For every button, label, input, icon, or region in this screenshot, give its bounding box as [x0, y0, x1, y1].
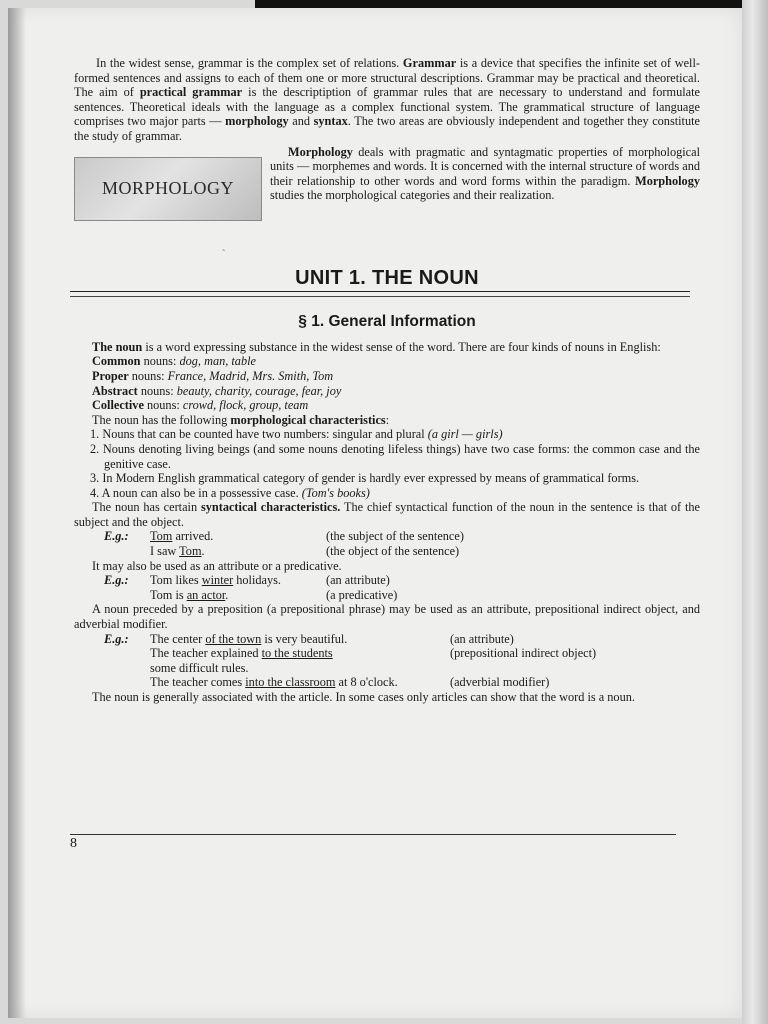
example-sentence	[150, 646, 450, 661]
text-run: nouns:	[140, 354, 180, 369]
text-run: The teacher explained	[150, 646, 262, 661]
term-practical-grammar: practical grammar	[139, 85, 243, 100]
noun-kind-row	[74, 384, 700, 399]
text-run: The center	[150, 631, 206, 646]
list-item	[74, 427, 700, 442]
text-run: deals with pragmatic and syntagmatic properties of morphological units — morphemes and words. It is concerned with the internal structure of words and their relationship to other words and word forms within the paradigm.	[270, 144, 700, 188]
intro-paragraph	[74, 56, 700, 144]
example-text: (Tom's books)	[301, 485, 370, 500]
text-run: A noun can also be in a possessive case.	[101, 485, 302, 500]
unit-title: UNIT 1. THE NOUN	[295, 266, 479, 289]
list-item	[74, 471, 700, 486]
example-row	[74, 632, 700, 647]
underlined-phrase: of the town	[205, 631, 262, 646]
example-row	[74, 675, 700, 690]
noun-kind-term: Collective	[92, 398, 144, 413]
page-number: 8	[70, 836, 77, 851]
noun-kind-row	[74, 369, 700, 384]
intro-text	[74, 56, 700, 144]
list-item	[74, 442, 700, 471]
text-run: nouns:	[137, 383, 177, 398]
example-text: (a girl — girls)	[427, 427, 503, 442]
noun-kind-examples: crowd, flock, group, team	[182, 398, 309, 413]
example-sentence: some difficult rules.	[150, 660, 249, 675]
scan-speck: ˆ	[222, 248, 225, 258]
morphological-intro	[74, 413, 700, 428]
text-run: In the widest sense, grammar is the complex set of relations.	[96, 56, 403, 70]
text-run: nouns:	[128, 368, 168, 383]
term-morphology: Morphology	[635, 173, 700, 188]
text-run: I saw	[150, 544, 180, 559]
noun-kind-examples: France, Madrid, Mrs. Smith, Tom	[167, 368, 334, 383]
example-sentence	[150, 544, 326, 559]
term-syntax: syntax	[313, 114, 348, 129]
term-morphological-characteristics: morphological characteristics	[230, 412, 386, 427]
noun-kind-row	[74, 354, 700, 369]
text-run: Tom likes	[150, 573, 202, 588]
text-run: is a device that specifies the infinite set of well-formed sentences and assigns to each of them one or more structural descriptions. Grammar may be practical and theoretical. The aim of	[74, 56, 700, 100]
morphology-label-box: MORPHOLOGY	[74, 157, 262, 221]
example-label-spacer	[74, 588, 150, 603]
example-row	[74, 529, 700, 544]
noun-kind-row	[74, 398, 700, 413]
article-line: The noun is generally associated with the article. In some cases only articles can show that the word is a noun.	[92, 690, 635, 704]
noun-kind-examples: dog, man, table	[179, 354, 256, 369]
example-row	[74, 544, 700, 559]
noun-kind-term: Common	[92, 354, 141, 369]
text-run: The noun has the following	[92, 412, 231, 427]
section-body	[74, 340, 700, 705]
text-run: nouns:	[143, 398, 183, 413]
example-label: E.g.:	[104, 631, 129, 646]
prepositional-line: A noun preceded by a preposition (a prepositional phrase) may be used as an attribute, prepositional indirect object, and adverbial modifier.	[74, 602, 700, 632]
text-run: is a word expressing substance in the widest sense of the word. There are four kinds of nouns in English:	[142, 339, 661, 354]
example-note: (adverbial modifier)	[450, 675, 550, 690]
example-note-empty	[450, 661, 700, 676]
text-run: at 8 o'clock.	[335, 675, 398, 690]
underlined-phrase: into the classroom	[245, 675, 336, 690]
unit-title-rule	[70, 291, 690, 297]
text-run: .	[225, 587, 229, 602]
text-run: is the descriptiption of grammar rules that are necessary to understand and formulate sentences. Theoretical ideals with the language as a complex functional system. The grammatical structure of language comprises two major parts —	[74, 85, 700, 129]
morphology-block	[74, 145, 700, 221]
section-title: § 1. General Information	[298, 313, 476, 331]
example-label: E.g.:	[104, 529, 129, 544]
underlined-noun: Tom	[179, 544, 202, 559]
morphology-text	[270, 145, 700, 203]
noun-definition	[74, 340, 700, 355]
page-content	[74, 56, 700, 705]
example-note: (a predicative)	[326, 587, 398, 602]
syntactical-intro	[74, 500, 700, 529]
example-label-spacer	[74, 661, 150, 676]
example-row	[74, 661, 700, 676]
page-gutter-shadow	[8, 8, 26, 1018]
text-run: Tom is	[150, 587, 187, 602]
term-syntactical-characteristics: syntactical characteristics.	[200, 500, 341, 515]
example-note: (an attribute)	[326, 573, 390, 588]
text-run: is very beautiful.	[261, 631, 348, 646]
term-grammar: Grammar	[402, 56, 457, 70]
list-number: 1.	[90, 427, 100, 442]
page-edge	[742, 0, 768, 1024]
noun-kind-term: Proper	[92, 368, 129, 383]
text-run: Nouns denoting living beings (and some nouns denoting lifeless things) have two case forms: the common case and the genitive case.	[102, 441, 701, 471]
underlined-noun: Tom	[150, 529, 173, 544]
text-run: The noun has certain	[92, 500, 201, 515]
list-number: 4.	[90, 485, 100, 500]
list-number: 3.	[90, 471, 100, 486]
term-morphology: Morphology	[288, 144, 353, 159]
example-note: (the object of the sentence)	[326, 544, 460, 559]
text-run: The chief syntactical function of the noun in the sentence is that of the subject and the object.	[74, 500, 700, 529]
term-morphology: morphology	[225, 114, 289, 129]
example-row	[74, 646, 700, 661]
example-label-spacer	[74, 646, 150, 661]
noun-kind-examples: beauty, charity, courage, fear, joy	[176, 383, 342, 398]
term-the-noun: The noun	[92, 339, 143, 354]
underlined-noun: winter	[201, 573, 234, 588]
attribute-line: It may also be used as an attribute or a predicative.	[92, 558, 342, 573]
example-row	[74, 588, 700, 603]
text-run: The teacher comes	[150, 675, 246, 690]
underlined-noun: an actor	[186, 587, 226, 602]
text-run: Nouns that can be counted have two numbers: singular and plural	[102, 427, 428, 442]
example-label-spacer	[74, 544, 150, 559]
footer-rule	[70, 834, 676, 835]
list-number: 2.	[90, 441, 100, 456]
noun-kind-term: Abstract	[92, 383, 138, 398]
example-label-spacer	[74, 675, 150, 690]
example-note: (the subject of the sentence)	[326, 529, 464, 544]
text-run: .	[201, 544, 205, 559]
text-run: :	[385, 412, 390, 427]
list-item	[74, 486, 700, 501]
underlined-phrase: to the students	[261, 646, 333, 661]
example-sentence	[150, 573, 326, 588]
example-sentence	[150, 529, 326, 544]
example-note: (an attribute)	[450, 631, 514, 646]
text-run: studies the morphological categories and their realization.	[270, 188, 555, 203]
text-run: arrived.	[172, 529, 214, 544]
example-label: E.g.:	[104, 573, 129, 588]
text-run: holidays.	[233, 573, 281, 588]
text-run: . The two areas are obviously independent and together they constitute the study of grammar.	[74, 114, 701, 143]
example-sentence	[150, 675, 450, 690]
example-sentence	[150, 588, 326, 603]
example-row	[74, 573, 700, 588]
text-run: In Modern English grammatical category of gender is hardly ever expressed by means of grammatical forms.	[102, 471, 640, 486]
example-note: (prepositional indirect object)	[450, 646, 597, 661]
text-run: and	[288, 114, 314, 129]
example-sentence	[150, 632, 450, 647]
